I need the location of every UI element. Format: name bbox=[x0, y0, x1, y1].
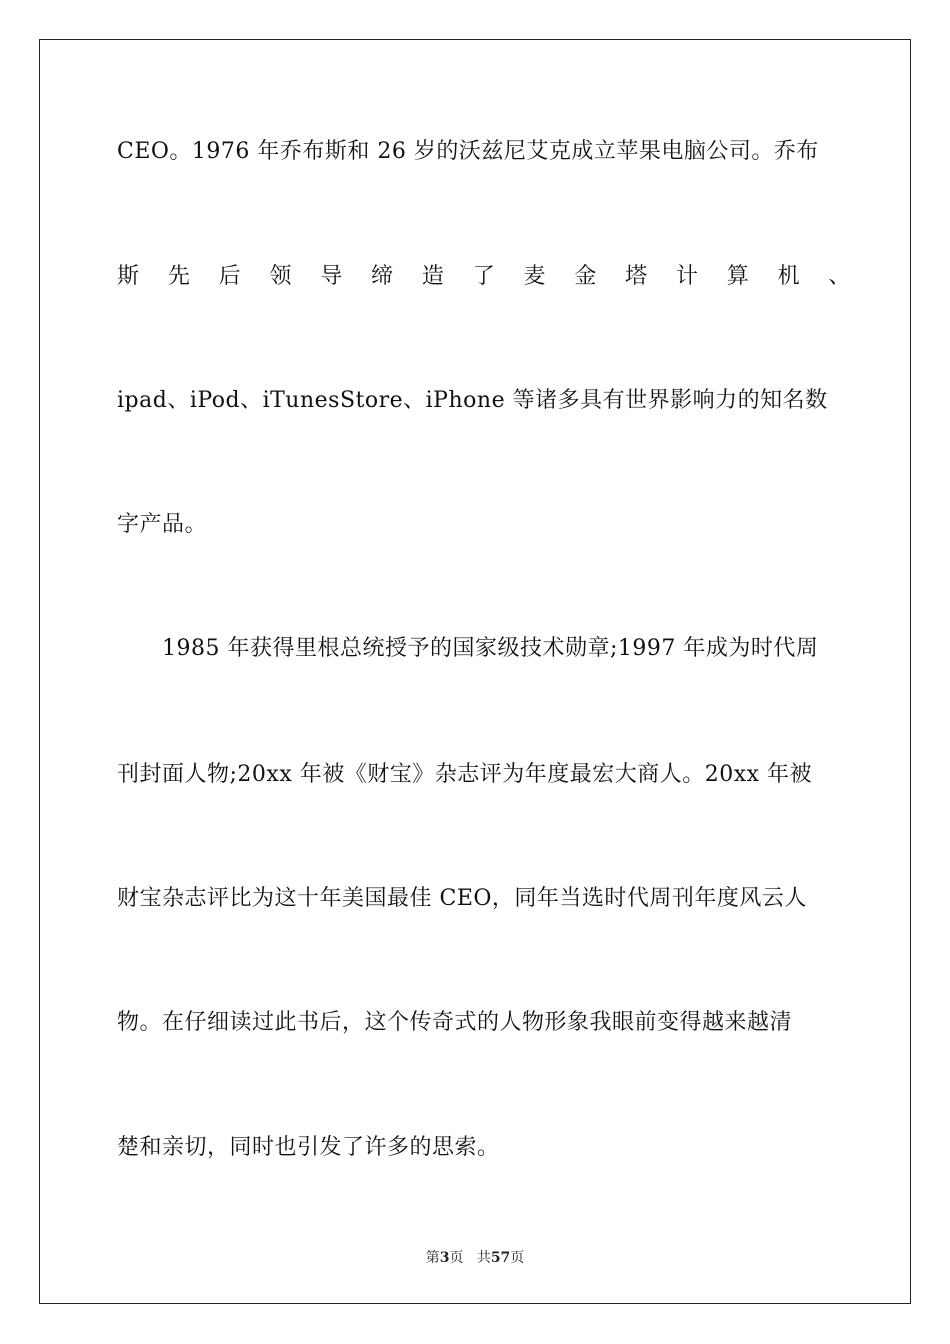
text-line-5: 1985 年获得里根总统授予的国家级技术勋章;1997 年成为时代周 bbox=[162, 636, 819, 661]
text-line-6: 刊封面人物;20xx 年被《财宝》杂志评为年度最宏大商人。20xx 年被 bbox=[117, 762, 813, 787]
text-line-7: 财宝杂志评比为这十年美国最佳 CEO，同年当选时代周刊年度风云人 bbox=[117, 886, 807, 911]
spread-char: 塔 bbox=[625, 264, 648, 289]
spread-char: 金 bbox=[574, 264, 597, 289]
spread-char: 导 bbox=[320, 264, 343, 289]
spread-char: 领 bbox=[269, 264, 292, 289]
spread-char: 计 bbox=[675, 264, 699, 289]
spread-char: 造 bbox=[421, 264, 445, 289]
spread-char: 后 bbox=[218, 264, 242, 289]
page-number: 3 bbox=[439, 1250, 450, 1266]
spread-char: 斯 bbox=[117, 264, 140, 289]
text-line-3: ipad、iPod、iTunesStore、iPhone 等诸多具有世界影响力的知名数 bbox=[117, 388, 828, 413]
text-line-9: 楚和亲切，同时也引发了许多的思索。 bbox=[117, 1135, 500, 1160]
spread-char: 麦 bbox=[523, 264, 547, 289]
spread-char: 、 bbox=[828, 264, 851, 289]
spread-char: 了 bbox=[472, 264, 496, 289]
page-footer bbox=[0, 1247, 950, 1267]
spread-char: 算 bbox=[726, 264, 750, 289]
text-line-4: 字产品。 bbox=[117, 512, 208, 537]
text-line-2 bbox=[117, 262, 851, 292]
spread-char: 先 bbox=[167, 264, 191, 289]
spread-char: 缔 bbox=[371, 264, 394, 289]
text-line-1: CEO。1976 年乔布斯和 26 岁的沃兹尼艾克成立苹果电脑公司。乔布 bbox=[117, 139, 819, 164]
spread-char: 机 bbox=[777, 264, 801, 289]
page-suffix: 页 bbox=[449, 1250, 464, 1266]
page-border bbox=[39, 39, 911, 1304]
total-suffix: 页 bbox=[510, 1250, 525, 1266]
total-prefix: 共 bbox=[476, 1250, 491, 1266]
text-line-8: 物。在仔细读过此书后，这个传奇式的人物形象我眼前变得越来越清 bbox=[117, 1010, 793, 1035]
total-pages: 57 bbox=[490, 1250, 511, 1266]
page-prefix: 第 bbox=[425, 1250, 440, 1266]
